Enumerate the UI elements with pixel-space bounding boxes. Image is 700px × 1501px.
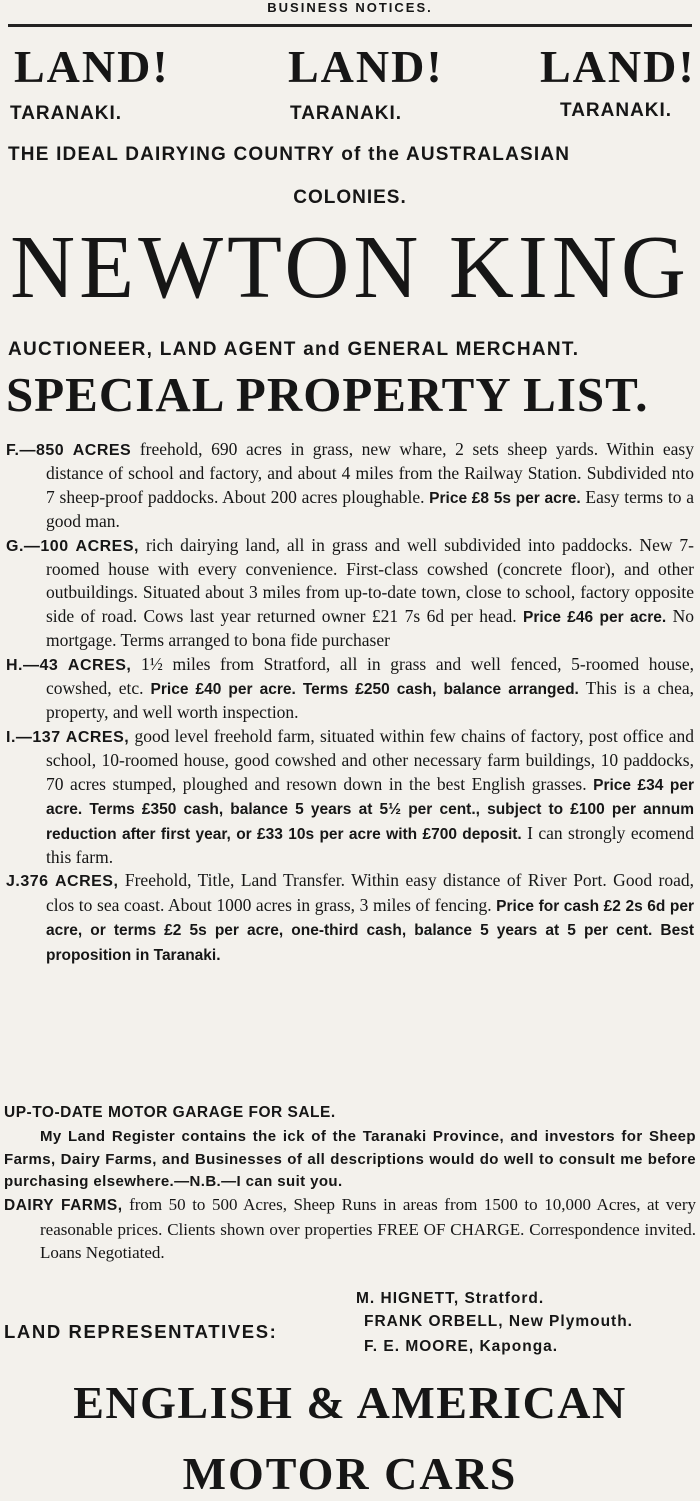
section-heading: BUSINESS NOTICES.	[267, 0, 433, 15]
company-name: NEWTON KING	[10, 218, 690, 317]
register-note: My Land Register contains the ick of the Taranaki Province, and investors for Sheep Farms, Dairy Farms, and Businesses of all descriptions would do well to consult me before purchasing elsewhere.—N.B.—I can suit you.	[4, 1128, 696, 1190]
listing-label: J.376 ACRES,	[6, 873, 119, 891]
listing-f	[6, 438, 694, 534]
listing-h	[6, 653, 694, 725]
listing-text: 1½ miles from Stratford, all in grass and well fenced, 5-roomed house, cowshed, etc.	[46, 653, 694, 699]
dairy-farms	[4, 1193, 696, 1265]
listing-label: G.—100 ACRES,	[6, 537, 139, 555]
region-word-2: TARANAKI.	[290, 103, 403, 124]
listing-i	[6, 725, 694, 869]
listing-g	[6, 534, 694, 653]
list-title: SPECIAL PROPERTY LIST.	[6, 367, 649, 422]
listing-tail: This is a chea, property, and well worth inspection.	[46, 678, 694, 723]
footer-title-1: ENGLISH & AMERICAN	[73, 1377, 627, 1428]
footer-title-2: MOTOR CARS	[182, 1448, 518, 1499]
listing-tail: Easy terms to a good man.	[46, 486, 694, 532]
listing-text: freehold, 690 acres in grass, new whare, 2 sets sheep yards. Within easy distance of school and factory, and about 4 miles from the Railway Station. Subdivided nto 7 sheep-proof paddocks. About 200 acres ploughable.	[46, 439, 694, 507]
top-rule	[8, 24, 692, 27]
tagline: THE IDEAL DAIRYING COUNTRY of the AUSTRALASIAN	[8, 144, 571, 165]
tagline-continued: COLONIES.	[293, 187, 407, 208]
listing-price: Price £8 5s per acre.	[424, 489, 581, 507]
business-role: AUCTIONEER, LAND AGENT and GENERAL MERCHANT.	[8, 339, 580, 360]
land-word-3: LAND!	[540, 41, 696, 92]
listing-label: F.—850 ACRES	[6, 442, 132, 459]
listing-text: good level freehold farm, situated within few chains of factory, post office and school, 10-roomed house, good cowshed and other necessary farm buildings, 10 paddocks, 70 acres stumped, ploughed and resown down in the best English grasses.	[46, 725, 695, 794]
region-word-3: TARANAKI.	[560, 100, 673, 121]
representatives-label: LAND REPRESENTATIVES:	[4, 1321, 278, 1342]
rep-name-3: F. E. MOORE, Kaponga.	[364, 1338, 559, 1355]
listing-label: H.—43 ACRES,	[6, 656, 132, 674]
dairy-text: from 50 to 500 Acres, Sheep Runs in areas from 1500 to 10,000 Acres, at very reasonable prices. Clients shown over properties FREE OF CHARGE. Correspondence invited. Loans Negotiated.	[40, 1195, 697, 1262]
garage-heading: UP-TO-DATE MOTOR GARAGE FOR SALE.	[4, 1104, 336, 1121]
listing-price: Price for cash £2 2s 6d per acre, or terms £2 5s per acre, one-third cash, balance 5 years at 5 per cent. Best proposition in Taranaki.	[46, 897, 694, 964]
land-word-1: LAND!	[14, 41, 170, 92]
rep-name-2: FRANK ORBELL, New Plymouth.	[364, 1313, 633, 1330]
listing-text: rich dairying land, all in grass and well subdivided into paddocks. New 7-roomed house with every convenience. First-class cowshed (concrete floor), and other outbuildings. Situated about 3 miles from up-to-date town, close to school, factory opposite side of road. Cows last year returned owner £21 7s 6d per head.	[46, 534, 695, 626]
land-word-2: LAND!	[288, 41, 444, 92]
dairy-label: DAIRY FARMS,	[4, 1197, 123, 1214]
listing-j	[6, 869, 694, 967]
listing-price: Price £40 per acre. Terms £250 cash, balance arranged.	[143, 681, 579, 699]
listing-tail: No mortgage. Terms arranged to bona fide purchaser	[46, 605, 695, 651]
listing-price: Price £46 per acre.	[516, 608, 667, 626]
listing-price: Price £34 per acre. Terms £350 cash, balance 5 years at 5½ per cent., subject to £100 per annum reduction after first year, or £33 10s per acre with £700 deposit.	[46, 776, 694, 843]
listings	[6, 438, 694, 967]
rep-name-1: M. HIGNETT, Stratford.	[356, 1290, 545, 1307]
region-word-1: TARANAKI.	[10, 103, 123, 124]
listing-label: I.—137 ACRES,	[6, 728, 130, 746]
listing-tail: I can strongly ecomend this farm.	[46, 822, 694, 867]
listing-text: Freehold, Title, Land Transfer. Within easy distance of River Port. Good road, clos to sea coast. About 1000 acres in grass, 3 miles of fencing.	[46, 870, 694, 915]
